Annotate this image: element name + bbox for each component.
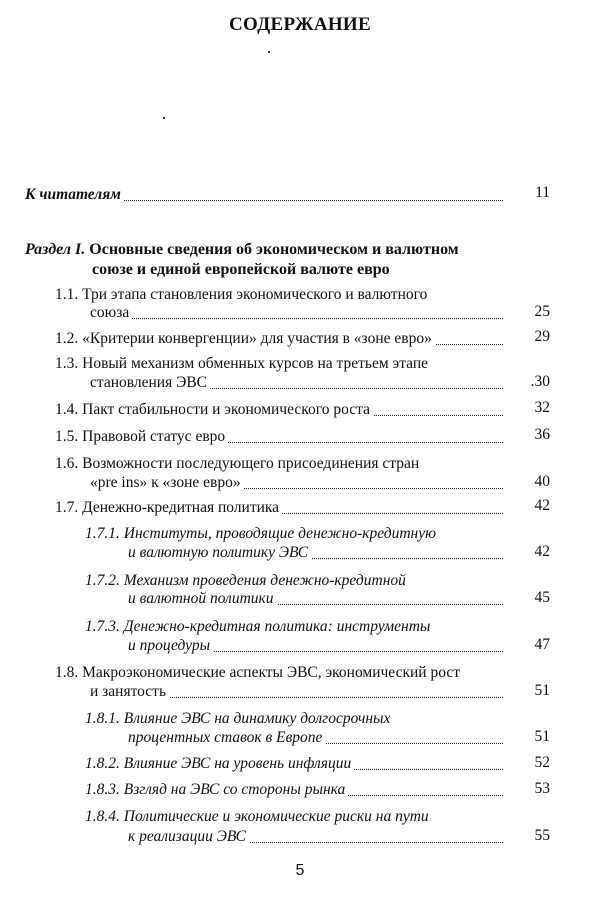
toc-entry-1-1-cont [90, 304, 503, 322]
toc-entry-number: 1.8. [55, 664, 79, 681]
toc-entry-text: Влияние ЭВС на уровень инфляции [123, 755, 352, 772]
toc-entry-number: 1.8.4. [85, 808, 120, 825]
toc-entry-text: и валютную политику ЭВС [128, 544, 311, 561]
toc-entry-1-8-1-cont [128, 729, 503, 747]
toc-page-number: 42 [534, 497, 550, 514]
toc-entry-1-5[interactable] [55, 428, 503, 446]
toc-entry-text: Денежно-кредитная политика: инструменты [123, 618, 431, 635]
section-heading [25, 241, 459, 259]
toc-entry-text: и валютной политики [128, 590, 277, 607]
page-title: СОДЕРЖАНИЕ [229, 14, 371, 35]
section-title-line1: Основные сведения об экономическом и валютном [89, 241, 459, 258]
toc-entry-number: 1.7.3. [85, 618, 120, 635]
toc-entry-text: Три этапа становления экономического и валютного [82, 286, 428, 303]
toc-entry-text: Институты, проводящие денежно-кредитную [123, 525, 437, 542]
toc-entry-1-8-2[interactable] [85, 755, 503, 773]
toc-entry-1-3[interactable] [55, 355, 428, 373]
toc-page-number: 11 [535, 184, 550, 201]
toc-entry-number: 1.8.1. [85, 710, 120, 727]
toc-entry-1-7-1-cont [128, 544, 503, 562]
page-number: 5 [295, 862, 305, 879]
toc-entry-text: Макроэкономические аспекты ЭВС, экономический рост [82, 664, 460, 681]
toc-entry-text: Механизм проведения денежно-кредитной [123, 572, 406, 589]
toc-page-number: 45 [534, 589, 550, 606]
toc-entry-text: Правовой статус евро [82, 428, 226, 445]
scan-speck [163, 117, 165, 119]
toc-entry-1-6-cont [90, 474, 503, 492]
toc-page-number: 42 [534, 543, 550, 560]
toc-entry-number: 1.7. [55, 499, 79, 516]
toc-entry-1-7-3-cont [128, 637, 503, 655]
section-label: Раздел I. [25, 241, 86, 258]
toc-page-number: 47 [534, 636, 550, 653]
toc-page-number: 25 [534, 303, 550, 320]
toc-entry-text: Возможности последующего присоединения стран [82, 455, 420, 472]
toc-entry-number: 1.8.3. [85, 781, 120, 798]
toc-entry-1-8-1[interactable] [85, 710, 390, 728]
toc-entry-text: Взгляд на ЭВС со стороны рынка [123, 781, 346, 798]
section-title-line2: союзе и единой европейской валюте евро [92, 261, 390, 278]
toc-page-number: 40 [534, 473, 550, 490]
toc-entry-number: 1.8.2. [85, 755, 120, 772]
toc-page-number: 51 [534, 682, 550, 699]
toc-entry-text: Пакт стабильности и экономического роста [82, 401, 370, 418]
toc-entry-1-7[interactable] [55, 499, 503, 517]
toc-entry-1-8-cont [90, 683, 503, 701]
toc-entry-1-8[interactable] [55, 664, 460, 682]
toc-entry-text: процентных ставок в Европе [128, 729, 325, 746]
toc-entry-text: Политические и экономические риски на пути [123, 808, 429, 825]
toc-entry-1-7-1[interactable] [85, 525, 436, 543]
toc-page-number: 32 [534, 399, 550, 416]
toc-entry-text: Денежно-кредитная политика [82, 499, 280, 516]
toc-entry-text: Влияние ЭВС на динамику долгосрочных [123, 710, 391, 727]
toc-entry-number: 1.5. [55, 428, 79, 445]
toc-entry-text: «Критерии конвергенции» для участия в «зоне евро» [82, 330, 432, 347]
toc-page-number: 36 [534, 426, 550, 443]
toc-entry-text: союза [90, 304, 132, 321]
toc-entry-intro[interactable] [25, 186, 503, 204]
toc-entry-text: и процедуры [128, 637, 213, 654]
toc-entry-text: становления ЭВС [90, 374, 210, 391]
toc-entry-text: и занятость [90, 683, 169, 700]
toc-entry-text: Новый механизм обменных курсов на третьем этапе [82, 355, 429, 372]
toc-entry-text: к реализации ЭВС [128, 828, 249, 845]
toc-entry-1-7-3[interactable] [85, 618, 430, 636]
toc-entry-number: 1.3. [55, 355, 79, 372]
toc-entry-1-4[interactable] [55, 401, 503, 419]
toc-entry-number: 1.1. [55, 286, 79, 303]
toc-entry-1-8-4[interactable] [85, 808, 429, 826]
toc-page-number: .30 [530, 373, 550, 390]
toc-entry-1-6[interactable] [55, 455, 419, 473]
toc-entry-number: 1.7.1. [85, 525, 120, 542]
toc-entry-number: 1.7.2. [85, 572, 120, 589]
toc-entry-1-2[interactable] [55, 330, 503, 348]
toc-entry-number: 1.6. [55, 455, 79, 472]
toc-entry-1-7-2-cont [128, 590, 503, 608]
toc-entry-1-1[interactable] [55, 286, 427, 304]
toc-entry-1-3-cont [90, 374, 503, 392]
toc-page-number: 53 [534, 780, 550, 797]
toc-entry-text: К читателям [25, 186, 124, 203]
toc-entry-number: 1.2. [55, 330, 79, 347]
toc-entry-1-7-2[interactable] [85, 572, 406, 590]
toc-entry-1-8-4-cont [128, 828, 503, 846]
toc-entry-1-8-3[interactable] [85, 781, 503, 799]
scan-speck [268, 51, 270, 53]
toc-page-number: 55 [534, 827, 550, 844]
toc-page-number: 29 [534, 328, 550, 345]
toc-page-number: 51 [534, 728, 550, 745]
dot-leader [90, 318, 503, 319]
toc-page-number: 52 [534, 754, 550, 771]
toc-entry-number: 1.4. [55, 401, 79, 418]
toc-entry-text: «pre ins» к «зоне евро» [90, 474, 244, 491]
